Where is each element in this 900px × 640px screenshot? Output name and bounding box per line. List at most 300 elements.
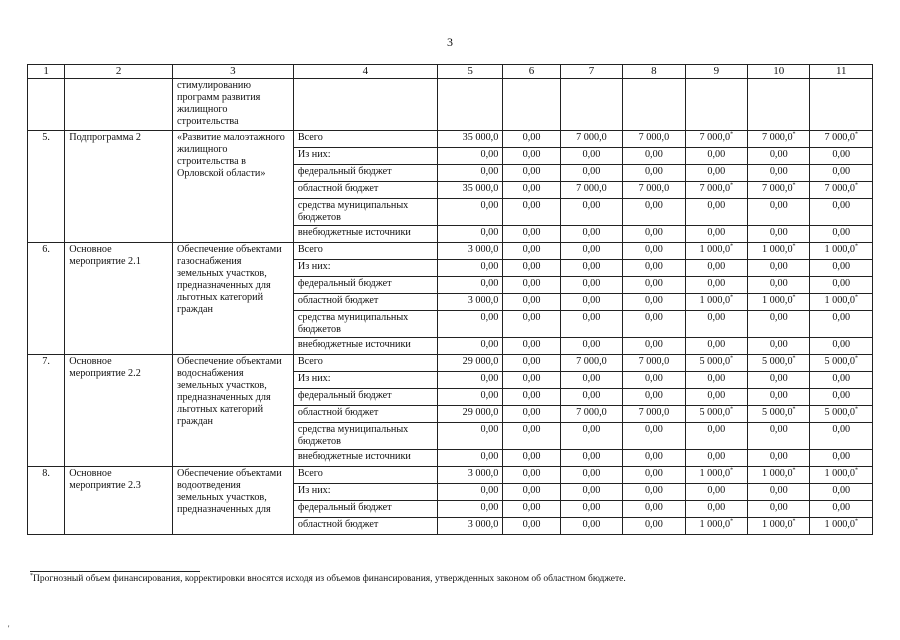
- value-text: 0,00: [522, 407, 541, 418]
- header-cell: 3: [173, 65, 294, 79]
- program-description: Обеспечение объектами газоснабжения земельных участков, предназначенных для льготных категорий граждан: [173, 243, 294, 355]
- value-cell: [437, 79, 502, 131]
- value-text: 7 000,0: [576, 407, 607, 418]
- value-cell: [437, 199, 502, 226]
- value-cell: [810, 355, 873, 372]
- value-cell: [437, 243, 502, 260]
- value-cell: [623, 243, 685, 260]
- footnote-mark: *: [30, 572, 33, 579]
- value-cell: [685, 311, 747, 338]
- value-text: 0,00: [644, 295, 663, 306]
- value-text: 5 000,0: [824, 356, 856, 367]
- value-cell: [560, 79, 622, 131]
- value-cell: [623, 406, 685, 423]
- description-cell: стимулированию программ развития жилищного строительства: [173, 79, 294, 131]
- value-text: 0,00: [644, 312, 663, 323]
- value-cell: [748, 406, 810, 423]
- value-cell: [503, 277, 560, 294]
- value-text: 0,00: [644, 451, 663, 462]
- funding-source: Всего: [293, 467, 437, 484]
- value-cell: [748, 199, 810, 226]
- program-name: Подпрограмма 2: [65, 131, 173, 243]
- value-text: 0,00: [522, 451, 541, 462]
- value-cell: [685, 450, 747, 467]
- value-text: 0,00: [832, 373, 851, 384]
- value-text: 0,00: [480, 278, 499, 289]
- funding-source: Всего: [293, 355, 437, 372]
- value-text: 0,00: [707, 166, 726, 177]
- value-cell: [810, 226, 873, 243]
- value-cell: [685, 518, 747, 535]
- value-text: 0,00: [707, 485, 726, 496]
- value-text: 1 000,0: [761, 468, 793, 479]
- value-text: 0,00: [644, 519, 663, 530]
- value-cell: [437, 389, 502, 406]
- value-cell: [685, 79, 747, 131]
- value-text: 0,00: [480, 424, 499, 435]
- value-cell: [685, 501, 747, 518]
- value-cell: [623, 467, 685, 484]
- forecast-mark: *: [730, 406, 734, 413]
- value-cell: [810, 372, 873, 389]
- value-text: 0,00: [644, 468, 663, 479]
- header-cell: 6: [503, 65, 560, 79]
- value-cell: [685, 277, 747, 294]
- forecast-mark: *: [855, 131, 859, 138]
- value-text: 5 000,0: [699, 407, 731, 418]
- value-cell: [503, 406, 560, 423]
- value-text: 0,00: [832, 502, 851, 513]
- value-text: 0,00: [832, 278, 851, 289]
- value-cell: [560, 338, 622, 355]
- value-text: 0,00: [769, 424, 788, 435]
- forecast-mark: *: [730, 182, 734, 189]
- program-description: Обеспечение объектами водоснабжения земельных участков, предназначенных для льготных категорий граждан: [173, 355, 294, 467]
- value-cell: [437, 484, 502, 501]
- value-cell: [503, 501, 560, 518]
- value-text: 0,00: [582, 295, 601, 306]
- value-text: 0,00: [707, 227, 726, 238]
- value-text: 7 000,0: [638, 132, 670, 143]
- value-text: 0,00: [480, 166, 499, 177]
- value-cell: [748, 389, 810, 406]
- value-cell: [623, 372, 685, 389]
- funding-source: областной бюджет: [293, 294, 437, 311]
- header-cell: 10: [748, 65, 810, 79]
- value-text: 7 000,0: [576, 356, 607, 367]
- value-cell: [685, 406, 747, 423]
- value-text: 0,00: [644, 261, 663, 272]
- value-text: 0,00: [644, 502, 663, 513]
- value-cell: [810, 501, 873, 518]
- value-text: 0,00: [522, 339, 541, 350]
- funding-source: внебюджетные источники: [293, 338, 437, 355]
- value-text: 7 000,0: [576, 183, 607, 194]
- value-text: 1 000,0: [824, 295, 856, 306]
- value-text: 0,00: [769, 261, 788, 272]
- value-cell: [560, 199, 622, 226]
- forecast-mark: *: [730, 243, 734, 250]
- value-text: 0,00: [769, 451, 788, 462]
- forecast-mark: *: [792, 182, 796, 189]
- value-cell: [560, 372, 622, 389]
- row-number: 8.: [28, 467, 65, 535]
- value-text: 0,00: [480, 373, 499, 384]
- forecast-mark: *: [855, 294, 859, 301]
- value-cell: [685, 148, 747, 165]
- value-text: 0,00: [769, 502, 788, 513]
- value-cell: [810, 148, 873, 165]
- value-cell: [748, 277, 810, 294]
- funding-source: Из них:: [293, 372, 437, 389]
- forecast-mark: *: [792, 243, 796, 250]
- table-row: [28, 243, 873, 260]
- funding-source: средства муниципальных бюджетов: [293, 311, 437, 338]
- value-cell: [748, 131, 810, 148]
- forecast-mark: *: [730, 355, 734, 362]
- value-cell: [437, 260, 502, 277]
- forecast-mark: *: [855, 518, 859, 525]
- value-text: 0,00: [522, 502, 541, 513]
- value-text: 0,00: [522, 519, 541, 530]
- value-cell: [437, 148, 502, 165]
- value-text: 1 000,0: [761, 519, 793, 530]
- value-cell: [560, 226, 622, 243]
- value-cell: [437, 294, 502, 311]
- value-text: 0,00: [480, 149, 499, 160]
- forecast-mark: *: [730, 518, 734, 525]
- value-cell: [560, 277, 622, 294]
- value-cell: [810, 389, 873, 406]
- value-text: 1 000,0: [699, 519, 731, 530]
- funding-source: федеральный бюджет: [293, 277, 437, 294]
- forecast-mark: *: [730, 294, 734, 301]
- value-text: 0,00: [522, 485, 541, 496]
- value-text: 1 000,0: [824, 468, 856, 479]
- value-cell: [748, 484, 810, 501]
- footnote-text: Прогнозный объем финансирования, корректировки вносятся исходя из объемов финансирования, утвержденных законом об областном бюджете.: [33, 574, 626, 584]
- program-name: Основное мероприятие 2.1: [65, 243, 173, 355]
- value-cell: [748, 243, 810, 260]
- value-text: 3 000,0: [467, 295, 499, 306]
- value-text: 0,00: [582, 451, 601, 462]
- header-cell: 11: [810, 65, 873, 79]
- value-cell: [503, 450, 560, 467]
- row-number: 5.: [28, 131, 65, 243]
- value-text: 0,00: [644, 149, 663, 160]
- forecast-mark: *: [855, 467, 859, 474]
- value-cell: [437, 338, 502, 355]
- value-text: 0,00: [522, 227, 541, 238]
- table-row: [28, 467, 873, 484]
- value-text: 5 000,0: [699, 356, 731, 367]
- continuation-row: [28, 79, 873, 131]
- value-cell: [810, 467, 873, 484]
- value-cell: [810, 199, 873, 226]
- value-text: 0,00: [707, 278, 726, 289]
- value-text: 0,00: [582, 502, 601, 513]
- forecast-mark: *: [792, 131, 796, 138]
- value-text: 7 000,0: [699, 183, 731, 194]
- value-cell: [810, 182, 873, 199]
- table-row: [28, 355, 873, 372]
- value-text: 0,00: [582, 149, 601, 160]
- value-cell: [748, 501, 810, 518]
- value-text: 0,00: [832, 339, 851, 350]
- value-cell: [560, 294, 622, 311]
- value-cell: [503, 79, 560, 131]
- value-cell: [437, 518, 502, 535]
- value-text: 5 000,0: [824, 407, 856, 418]
- value-cell: [437, 501, 502, 518]
- value-cell: [503, 311, 560, 338]
- funding-source: федеральный бюджет: [293, 389, 437, 406]
- value-cell: [503, 518, 560, 535]
- value-text: 0,00: [522, 312, 541, 323]
- value-text: 0,00: [582, 390, 601, 401]
- value-text: 0,00: [769, 200, 788, 211]
- value-cell: [560, 148, 622, 165]
- value-cell: [623, 226, 685, 243]
- value-text: 0,00: [832, 390, 851, 401]
- value-cell: [748, 423, 810, 450]
- value-cell: [685, 226, 747, 243]
- value-cell: [623, 165, 685, 182]
- value-text: 0,00: [769, 339, 788, 350]
- funding-source: областной бюджет: [293, 406, 437, 423]
- header-cell: 5: [437, 65, 502, 79]
- value-cell: [748, 148, 810, 165]
- value-text: 0,00: [769, 312, 788, 323]
- value-cell: [685, 243, 747, 260]
- value-text: 7 000,0: [699, 132, 731, 143]
- value-cell: [748, 467, 810, 484]
- value-text: 0,00: [832, 424, 851, 435]
- value-text: 0,00: [480, 312, 499, 323]
- value-text: 0,00: [644, 166, 663, 177]
- value-text: 0,00: [480, 485, 499, 496]
- value-cell: [748, 355, 810, 372]
- forecast-mark: *: [792, 406, 796, 413]
- value-cell: [503, 372, 560, 389]
- value-cell: [685, 182, 747, 199]
- value-cell: [810, 131, 873, 148]
- value-cell: [810, 260, 873, 277]
- value-cell: [810, 518, 873, 535]
- value-cell: [560, 260, 622, 277]
- value-cell: [623, 148, 685, 165]
- header-cell: 9: [685, 65, 747, 79]
- value-text: 0,00: [480, 339, 499, 350]
- program-description: Обеспечение объектами водоотведения земельных участков, предназначенных для: [173, 467, 294, 535]
- value-text: 1 000,0: [761, 295, 793, 306]
- value-cell: [685, 484, 747, 501]
- value-cell: [810, 450, 873, 467]
- value-cell: [503, 389, 560, 406]
- value-cell: [623, 389, 685, 406]
- value-text: 0,00: [522, 295, 541, 306]
- funding-source: внебюджетные источники: [293, 450, 437, 467]
- value-text: 0,00: [582, 373, 601, 384]
- value-cell: [685, 355, 747, 372]
- value-text: 0,00: [707, 373, 726, 384]
- value-text: 0,00: [707, 502, 726, 513]
- value-cell: [685, 199, 747, 226]
- value-text: 1 000,0: [699, 244, 731, 255]
- value-cell: [503, 294, 560, 311]
- value-text: 0,00: [480, 451, 499, 462]
- value-cell: [623, 501, 685, 518]
- value-text: 0,00: [582, 485, 601, 496]
- value-text: 0,00: [582, 424, 601, 435]
- value-cell: [685, 467, 747, 484]
- value-text: 0,00: [582, 200, 601, 211]
- value-cell: [748, 294, 810, 311]
- value-cell: [685, 372, 747, 389]
- value-cell: [623, 518, 685, 535]
- funding-source: Всего: [293, 131, 437, 148]
- value-cell: [623, 484, 685, 501]
- value-cell: [437, 182, 502, 199]
- value-text: 0,00: [644, 390, 663, 401]
- value-cell: [560, 243, 622, 260]
- header-cell: 7: [560, 65, 622, 79]
- value-text: 7 000,0: [638, 407, 670, 418]
- value-text: 0,00: [582, 312, 601, 323]
- value-text: 35 000,0: [462, 183, 499, 194]
- value-text: 0,00: [644, 339, 663, 350]
- value-cell: [748, 79, 810, 131]
- value-text: 0,00: [480, 200, 499, 211]
- funding-source: средства муниципальных бюджетов: [293, 199, 437, 226]
- value-cell: [810, 423, 873, 450]
- value-text: 0,00: [832, 261, 851, 272]
- funding-source: внебюджетные источники: [293, 226, 437, 243]
- value-text: 0,00: [522, 468, 541, 479]
- value-text: 0,00: [644, 485, 663, 496]
- value-cell: [560, 450, 622, 467]
- value-cell: [503, 199, 560, 226]
- forecast-mark: *: [855, 182, 859, 189]
- value-text: 0,00: [832, 200, 851, 211]
- value-cell: [685, 131, 747, 148]
- value-cell: [437, 423, 502, 450]
- forecast-mark: *: [792, 518, 796, 525]
- value-cell: [810, 165, 873, 182]
- value-cell: [560, 518, 622, 535]
- value-text: 0,00: [480, 261, 499, 272]
- value-cell: [437, 467, 502, 484]
- value-text: 0,00: [480, 227, 499, 238]
- funding-source: областной бюджет: [293, 518, 437, 535]
- value-cell: [437, 311, 502, 338]
- value-cell: [503, 423, 560, 450]
- value-cell: [503, 226, 560, 243]
- header-cell: 1: [28, 65, 65, 79]
- value-text: 1 000,0: [824, 244, 856, 255]
- value-cell: [685, 338, 747, 355]
- forecast-mark: *: [792, 355, 796, 362]
- header-cell: 8: [623, 65, 685, 79]
- funding-source: Из них:: [293, 484, 437, 501]
- value-text: 0,00: [769, 485, 788, 496]
- value-text: 0,00: [707, 149, 726, 160]
- value-cell: [810, 484, 873, 501]
- value-cell: [810, 294, 873, 311]
- value-cell: [623, 338, 685, 355]
- value-text: 0,00: [769, 227, 788, 238]
- row-number: 7.: [28, 355, 65, 467]
- value-text: 0,00: [522, 261, 541, 272]
- value-cell: [623, 355, 685, 372]
- value-cell: [748, 518, 810, 535]
- value-text: 0,00: [644, 278, 663, 289]
- value-cell: [560, 389, 622, 406]
- table-row: [28, 131, 873, 148]
- value-cell: [685, 389, 747, 406]
- value-text: 0,00: [707, 424, 726, 435]
- value-text: 0,00: [707, 390, 726, 401]
- program-name: Основное мероприятие 2.3: [65, 467, 173, 535]
- page-number: 3: [447, 35, 453, 49]
- value-text: 0,00: [522, 424, 541, 435]
- funding-source: федеральный бюджет: [293, 165, 437, 182]
- value-text: 0,00: [582, 261, 601, 272]
- value-text: 3 000,0: [467, 244, 499, 255]
- value-text: 0,00: [522, 149, 541, 160]
- value-cell: [748, 226, 810, 243]
- value-text: 0,00: [582, 166, 601, 177]
- value-cell: [810, 406, 873, 423]
- value-text: 0,00: [832, 312, 851, 323]
- value-text: 0,00: [480, 502, 499, 513]
- value-text: 29 000,0: [462, 356, 499, 367]
- row-number: 6.: [28, 243, 65, 355]
- value-text: 0,00: [582, 244, 601, 255]
- source-cell: [293, 79, 437, 131]
- funding-source: средства муниципальных бюджетов: [293, 423, 437, 450]
- value-text: 0,00: [832, 149, 851, 160]
- value-text: 0,00: [769, 390, 788, 401]
- value-cell: [503, 260, 560, 277]
- value-text: 0,00: [582, 339, 601, 350]
- value-text: 3 000,0: [467, 468, 499, 479]
- value-cell: [810, 277, 873, 294]
- value-cell: [810, 243, 873, 260]
- value-text: 0,00: [522, 132, 541, 143]
- value-cell: [623, 131, 685, 148]
- value-cell: [623, 199, 685, 226]
- value-text: 0,00: [522, 244, 541, 255]
- value-cell: [503, 338, 560, 355]
- value-cell: [623, 450, 685, 467]
- funding-source: Всего: [293, 243, 437, 260]
- value-text: 7 000,0: [824, 132, 856, 143]
- footnote: [30, 574, 626, 584]
- value-text: 0,00: [832, 485, 851, 496]
- value-text: 0,00: [480, 390, 499, 401]
- corner-mark: ': [8, 624, 10, 633]
- value-cell: [810, 79, 873, 131]
- value-text: 0,00: [522, 183, 541, 194]
- value-text: 35 000,0: [462, 132, 499, 143]
- value-text: 7 000,0: [576, 132, 607, 143]
- value-cell: [437, 165, 502, 182]
- value-cell: [560, 311, 622, 338]
- value-cell: [503, 148, 560, 165]
- value-text: 0,00: [832, 227, 851, 238]
- value-cell: [437, 355, 502, 372]
